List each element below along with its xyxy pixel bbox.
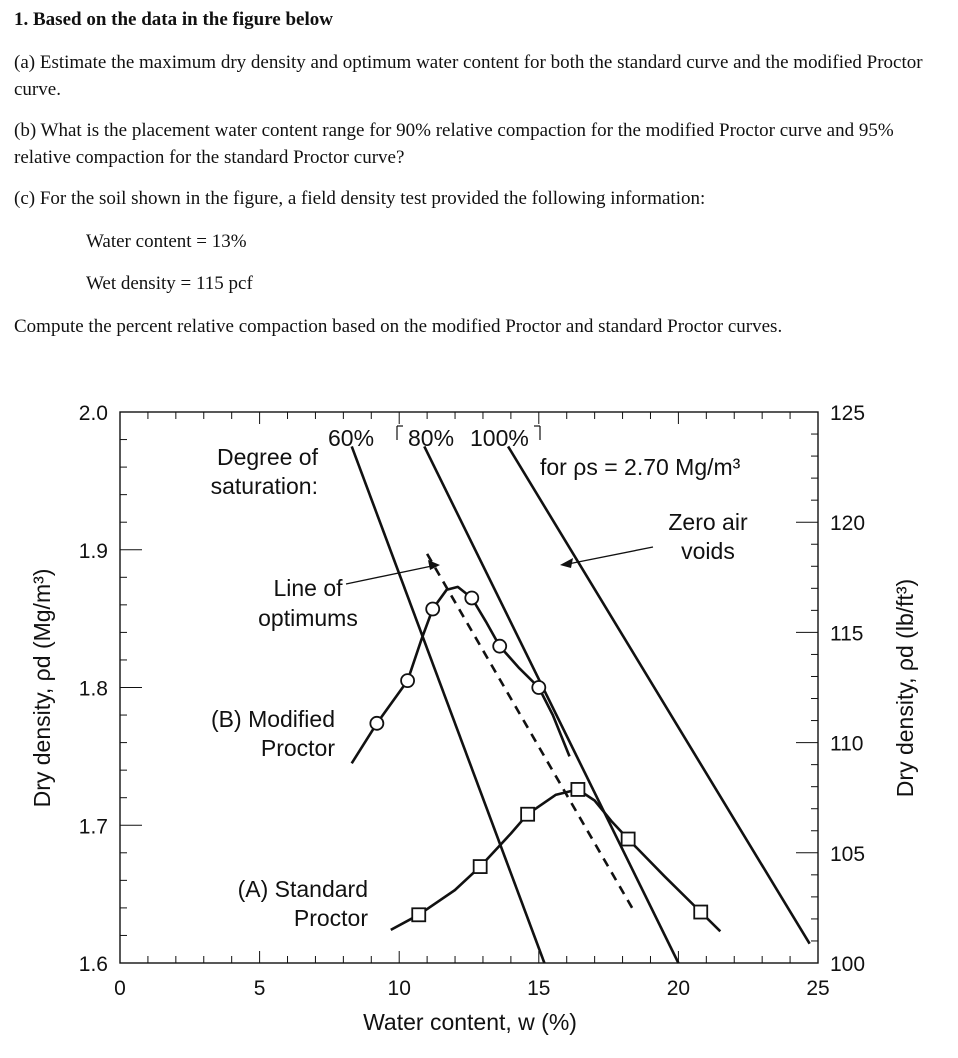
standard-proctor-label: (A) Standard Proctor: [237, 876, 368, 931]
data-point-square: [412, 908, 425, 921]
y-tick-label: 1.9: [78, 539, 108, 563]
x-tick-label: 20: [666, 977, 691, 1000]
y-tick-label-right: 115: [830, 622, 864, 646]
zero-air-voids-label: Zero air voids: [668, 509, 748, 564]
data-point-circle: [532, 681, 545, 694]
line-of-optimums-label: Line of optimums: [258, 575, 358, 631]
data-point-circle: [493, 640, 506, 653]
data-point-circle: [426, 602, 439, 615]
optimum-arrow-line: [346, 566, 432, 584]
data-point-square: [571, 783, 584, 796]
y-axis-label: Dry density, ρd (Mg/m³): [29, 568, 55, 808]
data-point-circle: [370, 717, 383, 730]
x-axis-label: Water content, w (%): [363, 1009, 577, 1035]
x-tick-label: 5: [253, 977, 266, 1000]
saturation-line-1: [352, 446, 545, 963]
saturation-line-2: [424, 446, 678, 963]
saturation-label-100: 100%: [470, 425, 529, 451]
y-tick-label: 1.7: [78, 815, 108, 839]
x-tick-label: 25: [806, 977, 830, 1000]
y-tick-label: 1.6: [78, 953, 108, 976]
saturation-label-60: 60%: [328, 425, 375, 451]
question-part-c: (c) For the soil shown in the figure, a field density test provided the following information:: [14, 188, 706, 209]
saturation-label-80: 80%: [408, 425, 455, 451]
zav-arrow-line: [568, 547, 653, 564]
x-tick-label: 15: [527, 977, 551, 1000]
optimum-arrow-head: [428, 560, 440, 570]
data-point-circle: [465, 591, 478, 604]
question-part-b: (b) What is the placement water content range for 90% relative compaction for the modified Proctor curve and 95% relative compaction for the standard Proctor curve?: [14, 120, 894, 168]
y-axis-label-right: Dry density, ρd (lb/ft³): [892, 578, 918, 798]
degree-of-saturation-label: Degree of saturation:: [210, 444, 318, 499]
given-wet-density: Wet density = 115 pcf: [86, 273, 253, 294]
zav-arrow-head: [560, 558, 573, 568]
y-tick-label: 1.8: [78, 677, 108, 701]
data-point-square: [622, 833, 635, 846]
y-tick-label-right: 110: [830, 732, 864, 756]
data-point-square: [521, 808, 534, 821]
y-tick-label-right: 100: [830, 953, 866, 976]
y-tick-label: 2.0: [78, 402, 108, 425]
question-title: 1. Based on the data in the figure below: [14, 9, 333, 30]
question-part-d: Compute the percent relative compaction based on the modified Proctor and standard Proctor curves.: [14, 316, 783, 337]
y-tick-label-right: 120: [830, 512, 866, 536]
data-point-square: [694, 906, 707, 919]
y-tick-label-right: 125: [830, 402, 866, 425]
modified-proctor-label: (B) Modified Proctor: [211, 706, 335, 761]
series-curve-2: [391, 789, 721, 931]
data-point-circle: [401, 674, 414, 687]
x-tick-label: 0: [114, 977, 126, 1000]
y-tick-label-right: 105: [830, 842, 866, 866]
question-part-a: (a) Estimate the maximum dry density and optimum water content for both the standard curve and the modified Proctor curve.: [14, 52, 923, 100]
x-tick-label: 10: [387, 977, 411, 1000]
data-point-square: [474, 860, 487, 873]
rho-s-note: for ρs = 2.70 Mg/m³: [540, 454, 741, 480]
given-water-content: Water content = 13%: [86, 231, 247, 252]
